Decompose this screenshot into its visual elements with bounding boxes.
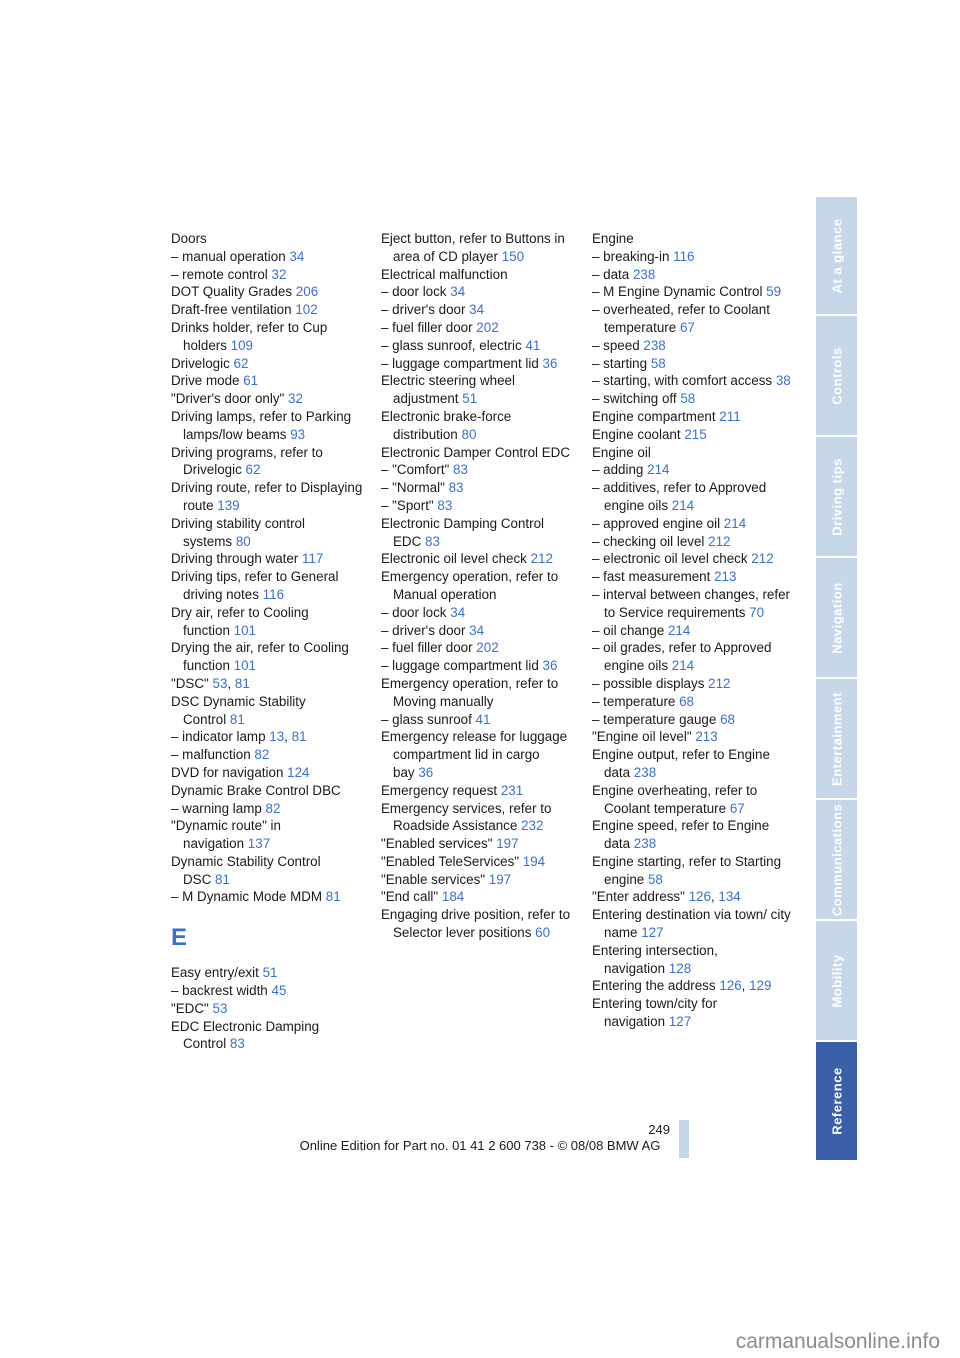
- index-entry-text: "Enter address": [592, 889, 685, 905]
- index-entry: [381, 675, 581, 711]
- page-reference-link[interactable]: 51: [462, 391, 478, 407]
- tab-navigation[interactable]: Navigation: [816, 558, 857, 677]
- page-reference-link[interactable]: 58: [680, 391, 696, 407]
- page-reference-link[interactable]: 213: [695, 729, 718, 745]
- index-entry-text: – additives, refer to Approved engine oils: [592, 480, 767, 513]
- index-entry-text: Driving route, refer to Displaying route: [171, 480, 363, 513]
- page-reference-link[interactable]: 13: [269, 729, 285, 745]
- index-entry: [381, 604, 581, 622]
- page-reference-link[interactable]: 60: [535, 925, 551, 941]
- page-reference-link[interactable]: 109: [230, 337, 253, 353]
- index-entry: [381, 657, 581, 675]
- index-entry: [592, 461, 792, 479]
- index-entry: [171, 693, 371, 729]
- page-reference-link[interactable]: 116: [262, 586, 285, 602]
- page-reference-link[interactable]: 38: [775, 373, 791, 389]
- tab-reference[interactable]: Reference: [816, 1042, 857, 1160]
- index-entry-text: Electrical malfunction: [381, 266, 508, 282]
- page-reference-link[interactable]: 36: [542, 355, 558, 371]
- index-entry-text: Electronic Damper Control EDC: [381, 444, 571, 460]
- index-entry: [592, 728, 792, 746]
- page-reference-link[interactable]: 81: [325, 889, 341, 905]
- index-entry: [171, 301, 371, 319]
- index-entry: [592, 586, 792, 622]
- index-entry-text: – overheated, refer to Coolant temperature: [592, 302, 770, 335]
- page-reference-link[interactable]: 45: [271, 983, 287, 999]
- index-entry-text: Engaging drive position, refer to Selector lever positions: [381, 907, 571, 941]
- index-entry-text: Draft-free ventilation: [171, 302, 292, 318]
- index-entry-text: Engine oil: [592, 444, 651, 460]
- index-entry: [592, 568, 792, 586]
- index-entry-text: Electronic oil level check: [381, 551, 527, 567]
- index-entry: [381, 497, 581, 515]
- index-entry-text: Emergency operation, refer to Manual operation: [381, 569, 559, 602]
- index-entry-text: DOT Quality Grades: [171, 284, 293, 300]
- index-entry: [381, 319, 581, 337]
- index-entry: [592, 266, 792, 284]
- index-entry: [171, 1000, 371, 1018]
- page-reference-link[interactable]: 83: [437, 497, 453, 513]
- page-reference-link[interactable]: 150: [501, 248, 525, 264]
- index-entry-text: – warning lamp: [171, 800, 262, 816]
- index-entry: [171, 372, 371, 390]
- index-entry: [171, 964, 371, 982]
- index-entry: [592, 426, 792, 444]
- index-entry-text: Drinks holder, refer to Cup holders: [171, 319, 328, 353]
- page-reference-link[interactable]: 34: [450, 604, 466, 620]
- index-entry: [381, 622, 581, 640]
- page-reference-link[interactable]: 82: [254, 747, 270, 763]
- page-reference-link[interactable]: 212: [708, 675, 731, 691]
- index-entry-text: – driver's door: [381, 622, 466, 638]
- index-entry-text: "EDC": [171, 1000, 209, 1016]
- index-entry: [171, 800, 371, 818]
- index-entry: [381, 301, 581, 319]
- index-entry: [592, 906, 792, 942]
- page-reference-link[interactable]: 128: [668, 960, 692, 976]
- page-reference-link[interactable]: 124: [287, 764, 310, 780]
- index-entry-text: – temperature gauge: [592, 711, 717, 727]
- index-entry: [381, 444, 581, 462]
- index-entry: [592, 622, 792, 640]
- index-entry: [592, 533, 792, 551]
- index-entry-text: Dynamic Stability Control DSC: [171, 853, 321, 887]
- index-entry: [171, 604, 371, 640]
- page-reference-link[interactable]: 83: [229, 1036, 245, 1052]
- page-reference-link[interactable]: 213: [714, 569, 737, 585]
- index-entry: [171, 550, 371, 568]
- index-entry: [381, 782, 581, 800]
- index-entry-text: – starting: [592, 355, 648, 371]
- page-reference-link[interactable]: 117: [302, 551, 324, 567]
- index-entry: [592, 230, 792, 248]
- index-entry: [171, 408, 371, 444]
- index-entry: [592, 782, 792, 818]
- page-reference-link[interactable]: 53: [212, 675, 228, 691]
- index-entry-text: "Enabled services": [381, 836, 493, 852]
- page-reference-link[interactable]: 214: [667, 622, 691, 638]
- page-reference-link[interactable]: 83: [453, 462, 468, 478]
- tab-mobility[interactable]: Mobility: [816, 921, 857, 1040]
- index-entry-text: Engine coolant: [592, 426, 681, 442]
- index-entry: [171, 568, 371, 604]
- index-entry-text: – oil change: [592, 622, 665, 638]
- index-entry-text: Engine speed, refer to Engine data: [592, 818, 770, 852]
- page-reference-link[interactable]: 127: [668, 1014, 692, 1030]
- index-entry-text: "Enable services": [381, 871, 486, 887]
- index-entry: [381, 283, 581, 301]
- page-reference-link[interactable]: 93: [290, 426, 306, 442]
- index-entry-text: – temperature: [592, 693, 676, 709]
- page-reference-link[interactable]: 184: [441, 889, 465, 905]
- index-entry: [381, 906, 581, 942]
- index-entry: [381, 230, 581, 266]
- footer-text: Online Edition for Part no. 01 41 2 600 738 - © 08/08 BMW AG: [299, 1138, 661, 1153]
- page-reference-link[interactable]: 36: [418, 764, 434, 780]
- page-reference-link[interactable]: 81: [291, 729, 307, 745]
- page-reference-link[interactable]: 81: [215, 871, 230, 887]
- index-entry: [381, 888, 581, 906]
- page-reference-link[interactable]: 62: [233, 355, 249, 371]
- index-entry-text: Driving programs, refer to Drivelogic: [171, 444, 323, 478]
- page-reference-link[interactable]: 34: [289, 248, 305, 264]
- page-reference-link[interactable]: 202: [476, 319, 499, 335]
- page-reference-link[interactable]: 82: [265, 800, 281, 816]
- index-entry-text: Eject button, refer to Buttons in area of CD player: [381, 231, 565, 264]
- index-entry-text: Emergency release for luggage compartment lid in cargo bay: [381, 729, 568, 780]
- index-entry-text: – adding: [592, 462, 644, 478]
- page-reference-link[interactable]: 41: [475, 711, 491, 727]
- index-entry-text: Easy entry/exit: [171, 965, 259, 981]
- index-entry-text: "End call": [381, 889, 439, 905]
- index-entry-text: Doors: [171, 231, 207, 246]
- index-entry: [592, 995, 792, 1031]
- index-entry-text: Emergency services, refer to Roadside Assistance: [381, 800, 552, 834]
- index-entry: [592, 693, 792, 711]
- page-reference-link[interactable]: 83: [425, 533, 440, 549]
- index-entry-text: Dynamic Brake Control DBC: [171, 782, 341, 798]
- page-reference-link[interactable]: 232: [521, 818, 544, 834]
- index-entry: [592, 675, 792, 693]
- index-entry: [381, 711, 581, 729]
- index-entry-text: Drivelogic: [171, 355, 230, 371]
- index-entry-text: Engine: [592, 231, 634, 246]
- index-entry: [381, 728, 581, 781]
- page-reference-link[interactable]: 61: [243, 373, 259, 389]
- tab-communications[interactable]: Communications: [816, 800, 857, 919]
- page-reference-link[interactable]: 80: [235, 533, 251, 549]
- index-entry: [171, 888, 371, 906]
- index-entry: [381, 355, 581, 373]
- index-entry-text: – switching off: [592, 391, 677, 407]
- page-reference-link[interactable]: 36: [542, 658, 558, 674]
- index-entry-text: Driving through water: [171, 551, 299, 567]
- index-entry-text: Electric steering wheel adjustment: [381, 373, 515, 407]
- page-reference-link[interactable]: 215: [684, 426, 707, 442]
- index-entry: [592, 942, 792, 978]
- page-reference-link[interactable]: 116: [673, 248, 695, 264]
- index-entry-text: – fuel filler door: [381, 319, 473, 335]
- index-entry: [171, 248, 371, 266]
- index-entry-text: Emergency request: [381, 782, 498, 798]
- index-entry-text: – oil grades, refer to Approved engine oils: [592, 640, 772, 674]
- index-entry-text: Drying the air, refer to Cooling function: [171, 640, 349, 674]
- index-entry: [592, 283, 792, 301]
- index-entry: [592, 711, 792, 729]
- index-entry: [381, 337, 581, 355]
- index-entry-text: – glass sunroof, electric: [381, 337, 522, 353]
- page-reference-link[interactable]: 126: [688, 889, 711, 905]
- index-entry-text: – indicator lamp: [171, 729, 266, 745]
- index-column-2: [381, 230, 581, 942]
- index-entry-text: – door lock: [381, 604, 447, 620]
- index-entry: [171, 390, 371, 408]
- page-reference-link[interactable]: 101: [233, 622, 256, 638]
- index-entry: [171, 764, 371, 782]
- index-entry: [592, 390, 792, 408]
- index-entry-text: – glass sunroof: [381, 711, 472, 727]
- page-reference-link[interactable]: 127: [641, 925, 664, 941]
- index-entry-text: – electronic oil level check: [592, 551, 748, 567]
- index-entry: [381, 479, 581, 497]
- index-entry-text: – possible displays: [592, 675, 705, 691]
- index-entry: [592, 301, 792, 337]
- page-reference-link[interactable]: 194: [522, 853, 546, 869]
- page-reference-link[interactable]: 214: [671, 497, 695, 513]
- page-reference-link[interactable]: 238: [643, 337, 666, 353]
- index-entry: – indicator lamp 13, 81: [171, 729, 307, 745]
- index-entry: [171, 515, 371, 551]
- index-entry: [592, 355, 792, 373]
- index-entry: [171, 444, 371, 480]
- index-entry-text: Dry air, refer to Cooling function: [171, 604, 309, 638]
- index-entry-text: EDC Electronic Damping Control: [171, 1018, 320, 1052]
- index-entry: [381, 408, 581, 444]
- page-reference-link[interactable]: 212: [751, 551, 774, 567]
- index-entry: [381, 372, 581, 408]
- page-reference-link[interactable]: 202: [476, 640, 499, 656]
- index-entry-text: – checking oil level: [592, 533, 705, 549]
- index-entry-text: – "Normal": [381, 480, 445, 496]
- page-reference-link[interactable]: 206: [295, 284, 319, 300]
- page-reference-link[interactable]: 70: [749, 604, 765, 620]
- index-entry: [171, 266, 371, 284]
- index-entry: [171, 639, 371, 675]
- index-entry: [381, 461, 581, 479]
- index-entry: [171, 479, 371, 515]
- page-reference-link[interactable]: 58: [647, 871, 663, 887]
- index-entry-text: – luggage compartment lid: [381, 658, 539, 674]
- index-entry: [381, 550, 581, 568]
- index-entry-text: – luggage compartment lid: [381, 355, 539, 371]
- index-entry-text: – backrest width: [171, 983, 268, 999]
- index-entry: [592, 372, 792, 390]
- page-reference-link[interactable]: 68: [720, 711, 735, 727]
- index-entry: [592, 479, 792, 515]
- index-entry-text: DVD for navigation: [171, 764, 284, 780]
- page-reference-link[interactable]: 83: [448, 480, 464, 496]
- index-entry-text: Engine overheating, refer to Coolant temperature: [592, 782, 758, 816]
- index-entry: [381, 835, 581, 853]
- index-entry: "Enter address" 126, 134: [592, 889, 741, 905]
- page-reference-link[interactable]: 197: [496, 836, 519, 852]
- page-reference-link[interactable]: 238: [633, 836, 657, 852]
- page-reference-link[interactable]: 126: [719, 978, 742, 994]
- index-entry-text: Electronic brake-force distribution: [381, 408, 512, 442]
- page-reference-link[interactable]: 231: [500, 782, 524, 798]
- page-reference-link[interactable]: 238: [633, 764, 657, 780]
- index-entry-text: – breaking-in: [592, 248, 670, 264]
- index-entry-text: Driving tips, refer to General driving notes: [171, 569, 339, 602]
- index-entry-text: – fuel filler door: [381, 640, 473, 656]
- page-reference-link[interactable]: 214: [647, 462, 670, 478]
- index-entry-text: – fast measurement: [592, 569, 711, 585]
- index-entry: [381, 639, 581, 657]
- index-entry: [381, 853, 581, 871]
- page-reference-link[interactable]: 211: [719, 408, 741, 424]
- index-entry: [592, 408, 792, 426]
- index-entry-text: Entering the address: [592, 978, 716, 994]
- index-entry-text: – starting, with comfort access: [592, 373, 773, 389]
- page-reference-link[interactable]: 68: [679, 693, 695, 709]
- index-entry: [381, 871, 581, 889]
- index-entry-text: Engine starting, refer to Starting engine: [592, 853, 782, 887]
- index-entry: Entering the address 126, 129: [592, 978, 772, 994]
- index-entry-text: Engine compartment: [592, 408, 716, 424]
- index-entry-text: DSC Dynamic Stability Control: [171, 693, 306, 727]
- page-reference-link[interactable]: 41: [525, 337, 541, 353]
- index-entry-text: – "Comfort": [381, 462, 450, 478]
- index-entry: [171, 853, 371, 889]
- index-entry-text: – driver's door: [381, 302, 466, 318]
- tab-entertainment[interactable]: Entertainment: [816, 679, 857, 798]
- page-reference-link[interactable]: 134: [718, 889, 741, 905]
- page-reference-link[interactable]: 137: [247, 836, 271, 852]
- index-entry-text: – manual operation: [171, 248, 286, 264]
- tab-driving-tips[interactable]: Driving tips: [816, 437, 857, 556]
- section-letter: E: [171, 924, 188, 952]
- index-entry: [171, 355, 371, 373]
- index-entry: [381, 568, 581, 604]
- index-entry: [592, 337, 792, 355]
- index-entry-text: – approved engine oil: [592, 515, 721, 531]
- page-reference-link[interactable]: 58: [650, 355, 666, 371]
- index-entry-text: – M Dynamic Mode MDM: [171, 889, 323, 905]
- page-reference-link[interactable]: 139: [217, 497, 240, 513]
- tab-controls[interactable]: Controls: [816, 316, 857, 435]
- index-entry: [381, 266, 581, 284]
- index-entry: [171, 746, 371, 764]
- page-reference-link[interactable]: 212: [530, 551, 553, 567]
- page-reference-link[interactable]: 32: [288, 391, 303, 407]
- index-entry-text: – door lock: [381, 284, 447, 300]
- index-entry-text: Driving lamps, refer to Parking lamps/low beams: [171, 408, 352, 442]
- index-entry-text: – "Sport": [381, 497, 434, 513]
- index-entry-text: – M Engine Dynamic Control: [592, 284, 763, 300]
- page-reference-link[interactable]: 34: [469, 302, 485, 318]
- section-tabs: [816, 197, 857, 1160]
- page-reference-link[interactable]: 101: [233, 658, 256, 674]
- page-reference-link[interactable]: 34: [469, 622, 485, 638]
- index-entry: [592, 746, 792, 782]
- index-entry-text: Entering destination via town/ city name: [592, 907, 791, 941]
- index-entry: [592, 550, 792, 568]
- index-entry: "DSC" 53, 81: [171, 675, 250, 691]
- index-entry: [592, 639, 792, 675]
- page-reference-link[interactable]: 67: [679, 319, 695, 335]
- page-reference-link[interactable]: 102: [295, 302, 318, 318]
- index-entry-text: – speed: [592, 337, 640, 353]
- page-reference-link[interactable]: 214: [723, 515, 747, 531]
- index-entry-text: "Engine oil level": [592, 729, 692, 745]
- page-reference-link[interactable]: 212: [708, 533, 731, 549]
- index-entry: [381, 515, 581, 551]
- index-entry: [381, 800, 581, 836]
- index-entry: [592, 515, 792, 533]
- page-reference-link[interactable]: 129: [749, 978, 772, 994]
- index-entry-text: "Enabled TeleServices": [381, 853, 520, 869]
- index-entry-text: "DSC": [171, 675, 209, 691]
- index-entry-text: Entering intersection, navigation: [592, 942, 718, 976]
- index-entry-text: – interval between changes, refer to Service requirements: [592, 586, 791, 620]
- page-reference-link[interactable]: 32: [271, 266, 287, 282]
- index-entry-text: "Dynamic route" in navigation: [171, 818, 281, 852]
- index-entry: [171, 283, 371, 301]
- index-entry-text: Entering town/city for navigation: [592, 996, 718, 1030]
- index-entry: [592, 817, 792, 853]
- index-entry: [171, 782, 371, 800]
- page-reference-link[interactable]: 197: [488, 871, 512, 887]
- index-entry: [171, 230, 371, 248]
- page-reference-link[interactable]: 238: [632, 266, 656, 282]
- index-entry: [592, 248, 792, 266]
- index-column-1: [171, 230, 371, 1053]
- page-reference-link[interactable]: 62: [245, 462, 261, 478]
- page-reference-link[interactable]: 51: [262, 965, 278, 981]
- page-reference-link[interactable]: 59: [766, 284, 782, 300]
- watermark: carmanualsonline.info: [735, 1330, 940, 1353]
- index-entry: [171, 319, 371, 355]
- index-entry-text: Emergency operation, refer to Moving manually: [381, 675, 559, 709]
- page-reference-link[interactable]: 53: [212, 1000, 228, 1016]
- index-column-3: [592, 230, 792, 1031]
- index-entry: [592, 853, 792, 889]
- page-reference-link[interactable]: 34: [450, 284, 466, 300]
- index-entry: [592, 444, 792, 462]
- index-entry-text: Driving stability control systems: [171, 515, 305, 549]
- page-reference-link[interactable]: 81: [234, 675, 250, 691]
- page-reference-link[interactable]: 214: [671, 658, 695, 674]
- index-entry-text: Drive mode: [171, 373, 240, 389]
- page-reference-link[interactable]: 80: [461, 426, 477, 442]
- index-entry-text: Electronic Damping Control EDC: [381, 515, 544, 549]
- index-entry-text: Engine output, refer to Engine data: [592, 747, 770, 780]
- page-number: 249: [648, 1122, 670, 1137]
- tab-at-a-glance[interactable]: At a glance: [816, 197, 857, 314]
- index-entry-text: "Driver's door only": [171, 391, 285, 407]
- page-reference-link[interactable]: 67: [729, 800, 745, 816]
- index-entry: [171, 1018, 371, 1054]
- index-entry: [171, 817, 371, 853]
- page-reference-link[interactable]: 81: [229, 711, 245, 727]
- index-entry-text: – remote control: [171, 266, 268, 282]
- index-entry-text: – malfunction: [171, 747, 251, 763]
- index-entry-text: – data: [592, 266, 630, 282]
- index-entry: [171, 982, 371, 1000]
